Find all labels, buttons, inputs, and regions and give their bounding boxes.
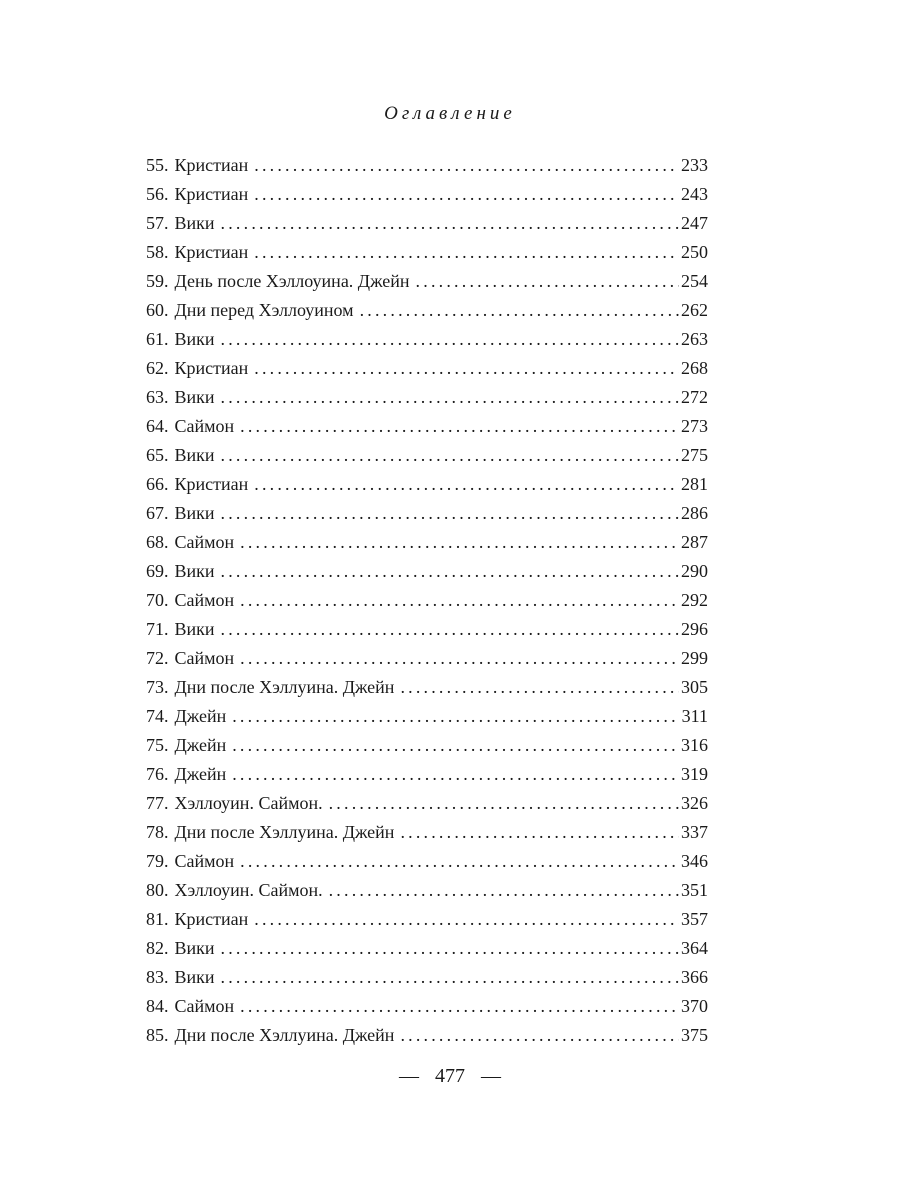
toc-entry-page: 305 — [681, 677, 708, 697]
toc-entry-title: Саймон — [174, 590, 235, 610]
toc-entry-page: 268 — [681, 358, 708, 378]
toc-entry-page: 357 — [681, 909, 708, 929]
toc-entry-title: Вики — [174, 561, 215, 581]
toc-entry-number: 57. — [146, 213, 169, 233]
toc-entry — [146, 644, 708, 673]
toc-entry-page: 247 — [681, 213, 708, 233]
toc-entry-number: 77. — [146, 793, 169, 813]
toc-entry — [146, 615, 708, 644]
toc-entry-title: Вики — [174, 329, 215, 349]
folio-number: 477 — [435, 1065, 465, 1087]
toc-entry — [146, 789, 708, 818]
toc-dot-leader — [254, 354, 679, 383]
toc-entry-number: 72. — [146, 648, 169, 668]
toc-dot-leader — [221, 934, 679, 963]
toc-dot-leader — [221, 499, 679, 528]
toc-entry-number: 67. — [146, 503, 169, 523]
toc-entry — [146, 238, 708, 267]
toc-entry — [146, 992, 708, 1021]
toc-entry-page: 311 — [681, 706, 708, 726]
toc-entry-number: 65. — [146, 445, 169, 465]
toc-entry — [146, 1021, 708, 1050]
toc-entry-number: 81. — [146, 909, 169, 929]
toc-entry-page: 351 — [681, 880, 708, 900]
toc-dot-leader — [360, 296, 679, 325]
toc-entry — [146, 383, 708, 412]
toc-entry-page: 370 — [681, 996, 708, 1016]
toc-entry-page: 281 — [681, 474, 708, 494]
page-heading: Оглавление — [384, 103, 516, 124]
toc-entry — [146, 905, 708, 934]
toc-entry-page: 299 — [681, 648, 708, 668]
toc-entry — [146, 876, 708, 905]
toc-dot-leader — [232, 760, 679, 789]
toc-entry — [146, 557, 708, 586]
toc-entry — [146, 499, 708, 528]
toc-entry-number: 59. — [146, 271, 169, 291]
folio-dash-right: — — [481, 1065, 501, 1087]
toc-entry-number: 69. — [146, 561, 169, 581]
toc-entry-number: 64. — [146, 416, 169, 436]
toc-entry-number: 85. — [146, 1025, 169, 1045]
toc-entry-title: Кристиан — [174, 155, 249, 175]
toc-entry-number: 78. — [146, 822, 169, 842]
toc-entry — [146, 180, 708, 209]
toc-entry-page: 290 — [681, 561, 708, 581]
toc-entry-title: День после Хэллоуина. Джейн — [174, 271, 410, 291]
toc-entry-page: 254 — [681, 271, 708, 291]
toc-entry-title: Джейн — [174, 706, 227, 726]
toc-entry — [146, 441, 708, 470]
toc-dot-leader — [254, 180, 679, 209]
toc-entry-title: Дни после Хэллуина. Джейн — [174, 677, 395, 697]
toc-entry-number: 83. — [146, 967, 169, 987]
toc-entry — [146, 673, 708, 702]
toc-entry-page: 233 — [681, 155, 708, 175]
toc-entry-title: Саймон — [174, 851, 235, 871]
toc-entry — [146, 325, 708, 354]
toc-entry-number: 76. — [146, 764, 169, 784]
toc-entry-number: 66. — [146, 474, 169, 494]
toc-entry-number: 60. — [146, 300, 169, 320]
toc-dot-leader — [416, 267, 679, 296]
toc-entry-page: 292 — [681, 590, 708, 610]
toc-entry-title: Дни перед Хэллоуином — [174, 300, 354, 320]
toc-entry-title: Вики — [174, 619, 215, 639]
toc-entry-title: Вики — [174, 387, 215, 407]
toc-entry-title: Вики — [174, 445, 215, 465]
toc-entry — [146, 151, 708, 180]
toc-dot-leader — [221, 325, 679, 354]
page-number — [0, 1065, 900, 1088]
toc-entry-page: 250 — [681, 242, 708, 262]
toc-dot-leader — [254, 238, 679, 267]
toc-entry — [146, 528, 708, 557]
toc-entry-number: 75. — [146, 735, 169, 755]
toc-entry — [146, 296, 708, 325]
toc-dot-leader — [232, 702, 679, 731]
toc-entry-page: 263 — [681, 329, 708, 349]
toc-dot-leader — [240, 847, 679, 876]
toc-entry — [146, 760, 708, 789]
toc-entry — [146, 470, 708, 499]
toc-entry — [146, 586, 708, 615]
toc-dot-leader — [254, 470, 679, 499]
toc-entry-page: 346 — [681, 851, 708, 871]
toc-entry-number: 56. — [146, 184, 169, 204]
toc-entry-title: Кристиан — [174, 358, 249, 378]
toc-entry-page: 366 — [681, 967, 708, 987]
toc-entry-number: 73. — [146, 677, 169, 697]
toc-dot-leader — [240, 528, 679, 557]
toc-entry — [146, 209, 708, 238]
toc-dot-leader — [232, 731, 679, 760]
toc-dot-leader — [221, 209, 679, 238]
toc-dot-leader — [221, 963, 679, 992]
toc-entry-number: 62. — [146, 358, 169, 378]
toc-dot-leader — [240, 992, 679, 1021]
toc-dot-leader — [254, 905, 679, 934]
toc-entry-title: Кристиан — [174, 909, 249, 929]
toc-dot-leader — [221, 615, 679, 644]
toc-entry — [146, 731, 708, 760]
toc-entry-page: 326 — [681, 793, 708, 813]
toc-entry-page: 272 — [681, 387, 708, 407]
toc-entry-number: 63. — [146, 387, 169, 407]
toc-entry-page: 287 — [681, 532, 708, 552]
toc-entry-title: Кристиан — [174, 184, 249, 204]
toc-dot-leader — [221, 383, 679, 412]
folio-dash-left: — — [399, 1065, 419, 1087]
toc-entry — [146, 818, 708, 847]
toc-entry-title: Хэллоуин. Саймон. — [174, 880, 323, 900]
toc-entry-number: 58. — [146, 242, 169, 262]
toc-entry — [146, 702, 708, 731]
toc-dot-leader — [221, 557, 679, 586]
toc-entry-page: 275 — [681, 445, 708, 465]
toc-entry-title: Кристиан — [174, 242, 249, 262]
toc-entry — [146, 267, 708, 296]
toc-entry-page: 243 — [681, 184, 708, 204]
toc-entry — [146, 934, 708, 963]
toc-entry-title: Хэллоуин. Саймон. — [174, 793, 323, 813]
toc-dot-leader — [240, 412, 679, 441]
toc-entry-page: 296 — [681, 619, 708, 639]
toc-entry-title: Джейн — [174, 735, 227, 755]
toc-entry — [146, 354, 708, 383]
toc-entry-page: 286 — [681, 503, 708, 523]
toc-entry-title: Вики — [174, 938, 215, 958]
toc-entry — [146, 963, 708, 992]
toc-entry-number: 80. — [146, 880, 169, 900]
toc-entry-page: 337 — [681, 822, 708, 842]
toc-dot-leader — [329, 789, 679, 818]
toc-dot-leader — [329, 876, 679, 905]
toc-entry-number: 71. — [146, 619, 169, 639]
toc-entry-number: 84. — [146, 996, 169, 1016]
toc-dot-leader — [400, 673, 679, 702]
toc-entry-title: Вики — [174, 213, 215, 233]
toc-entry-title: Саймон — [174, 532, 235, 552]
toc-entry-number: 79. — [146, 851, 169, 871]
toc-dot-leader — [400, 818, 679, 847]
toc-entry-number: 61. — [146, 329, 169, 349]
toc-entry-page: 364 — [681, 938, 708, 958]
toc-entry-title: Саймон — [174, 416, 235, 436]
toc-entry-title: Вики — [174, 967, 215, 987]
toc-entry-page: 319 — [681, 764, 708, 784]
toc-entry-title: Саймон — [174, 996, 235, 1016]
toc-dot-leader — [221, 441, 679, 470]
toc-entry-number: 82. — [146, 938, 169, 958]
toc-entry-title: Дни после Хэллуина. Джейн — [174, 1025, 395, 1045]
toc-entry-page: 262 — [681, 300, 708, 320]
toc-entry-number: 55. — [146, 155, 169, 175]
toc-entry-number: 70. — [146, 590, 169, 610]
toc-entry-title: Джейн — [174, 764, 227, 784]
toc-dot-leader — [400, 1021, 679, 1050]
toc-dot-leader — [240, 644, 679, 673]
table-of-contents — [146, 151, 708, 1050]
toc-entry-title: Дни после Хэллуина. Джейн — [174, 822, 395, 842]
toc-dot-leader — [240, 586, 679, 615]
toc-entry-title: Саймон — [174, 648, 235, 668]
toc-entry-page: 316 — [681, 735, 708, 755]
toc-entry-page: 375 — [681, 1025, 708, 1045]
toc-entry — [146, 412, 708, 441]
toc-entry-page: 273 — [681, 416, 708, 436]
toc-entry-number: 74. — [146, 706, 169, 726]
toc-entry-number: 68. — [146, 532, 169, 552]
toc-entry — [146, 847, 708, 876]
toc-entry-title: Кристиан — [174, 474, 249, 494]
toc-dot-leader — [254, 151, 679, 180]
toc-entry-title: Вики — [174, 503, 215, 523]
